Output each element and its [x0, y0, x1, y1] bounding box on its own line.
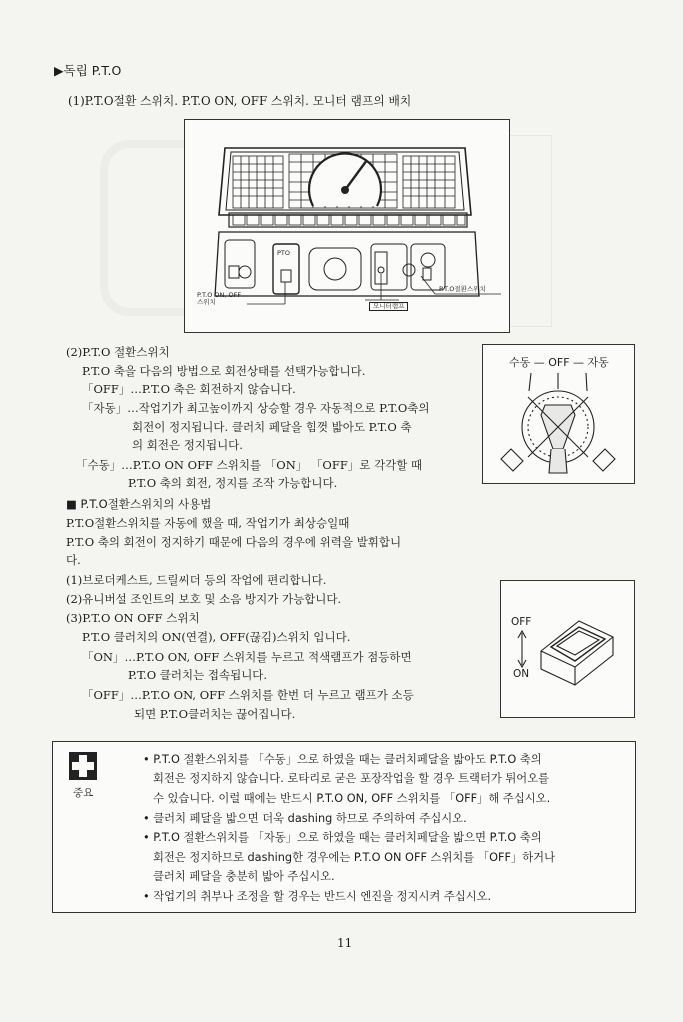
- notice-bullet-line: 회전은 정지하지 않습니다. 로타리로 굳은 포장작업을 할 경우 트랙터가 튀어오를: [153, 772, 550, 785]
- selector-switch-drawing: [483, 345, 634, 483]
- usage-title: ■ P.T.O절환스위치의 사용법: [66, 497, 212, 511]
- pto-change-switch-label: P.T.O절환스위치: [439, 285, 486, 293]
- section2-title: (2)P.T.O 절환스위치: [66, 345, 170, 359]
- pto-onoff-switch-label: P.T.O ON, OFF 스위치: [197, 291, 242, 306]
- section3-line: 되면 P.T.O클러치는 끊어집니다.: [134, 707, 296, 721]
- on-label: ON: [513, 668, 530, 680]
- monitor-lamp-label: 모니터램프: [369, 302, 408, 311]
- section3-line: 「OFF」…P.T.O ON, OFF 스위치를 한번 더 누르고 램프가 소등: [82, 688, 414, 702]
- section2-line: 회전이 정지됩니다. 클러치 페달을 힘껏 밟아도 P.T.O 축: [132, 420, 412, 434]
- section3-line: P.T.O 클러치는 접속됩니다.: [128, 668, 268, 682]
- onoff-switch-drawing: [501, 581, 634, 717]
- onoff-switch-figure: [500, 580, 635, 718]
- usage-line: 다.: [66, 553, 81, 567]
- section1-title: (1)P.T.O절환 스위치. P.T.O ON, OFF 스위치. 모니터 램프의 배치: [68, 94, 412, 108]
- notice-bullet-line: 클러치 페달을 충분히 밟아 주십시오.: [153, 870, 335, 883]
- section2-line: 「수동」…P.T.O ON OFF 스위치를 「ON」 「OFF」로 각각할 때: [76, 458, 423, 472]
- section3-line: 「ON」…P.T.O ON, OFF 스위치를 누르고 적색램프가 점등하면: [82, 650, 412, 664]
- notice-bullet-line: • P.T.O 절환스위치를 「자동」으로 하였을 때는 클러치페달을 밟으면 P.T.O 축의: [143, 831, 542, 844]
- notice-bullet-line: • P.T.O 절환스위치를 「수동」으로 하였을 때는 클러치페달을 밟아도 P.T.O 축의: [143, 753, 542, 766]
- section3-title: (3)P.T.O ON OFF 스위치: [66, 611, 200, 625]
- warning-cross-icon: [69, 752, 97, 780]
- pto-panel-label: PTO: [277, 249, 291, 257]
- notice-bullet-line: • 클러치 페달을 밟으면 더욱 dashing 하므로 주의하여 주십시오.: [143, 812, 467, 825]
- section2-line: 의 회전은 정지됩니다.: [132, 438, 243, 452]
- important-label: 중요: [73, 787, 94, 799]
- section2-line: 「자동」…작업기가 최고높이까지 상승할 경우 자동적으로 P.T.O축의: [82, 401, 430, 415]
- important-notice: [52, 741, 636, 913]
- triangle-icon: ▶: [54, 63, 64, 78]
- section2-line: P.T.O 축의 회전, 정지를 조작 가능합니다.: [128, 476, 338, 490]
- usage-line: P.T.O절환스위치를 자동에 했을 때, 작업기가 최상승일때: [66, 516, 350, 530]
- section2-line: 「OFF」…P.T.O 축은 회전하지 않습니다.: [82, 382, 296, 396]
- page-number: 11: [337, 936, 353, 950]
- notice-bullet-line: 수 있습니다. 이럴 때에는 반드시 P.T.O ON, OFF 스위치를 「OFF」해 주십시오.: [153, 792, 551, 805]
- usage-line: P.T.O 축의 회전이 정지하기 때문에 다음의 경우에 위력을 발휘합니: [66, 535, 402, 549]
- selector-position-label: 수동 — OFF — 자동: [509, 356, 609, 369]
- usage-line: (1)브로더케스트, 드릴씨더 등의 작업에 편리합니다.: [66, 573, 327, 587]
- section-heading: [54, 63, 121, 78]
- usage-line: (2)유니버설 조인트의 보호 및 소음 방지가 가능합니다.: [66, 592, 342, 606]
- selector-switch-figure: [482, 344, 635, 484]
- section2-line: P.T.O 축을 다음의 방법으로 회전상태를 선택가능합니다.: [82, 364, 366, 378]
- off-label: OFF: [511, 616, 532, 628]
- notice-bullet-line: 회전은 정지하므로 dashing한 경우에는 P.T.O ON OFF 스위치를 「OFF」하거나: [153, 851, 555, 864]
- section3-line: P.T.O 클러치의 ON(연결), OFF(끊김)스위치 입니다.: [82, 630, 351, 644]
- dashboard-figure: [184, 119, 510, 333]
- heading-title: 독립 P.T.O: [63, 63, 122, 78]
- notice-bullet-line: • 작업기의 취부나 조정을 할 경우는 반드시 엔진을 정지시켜 주십시오.: [143, 890, 492, 903]
